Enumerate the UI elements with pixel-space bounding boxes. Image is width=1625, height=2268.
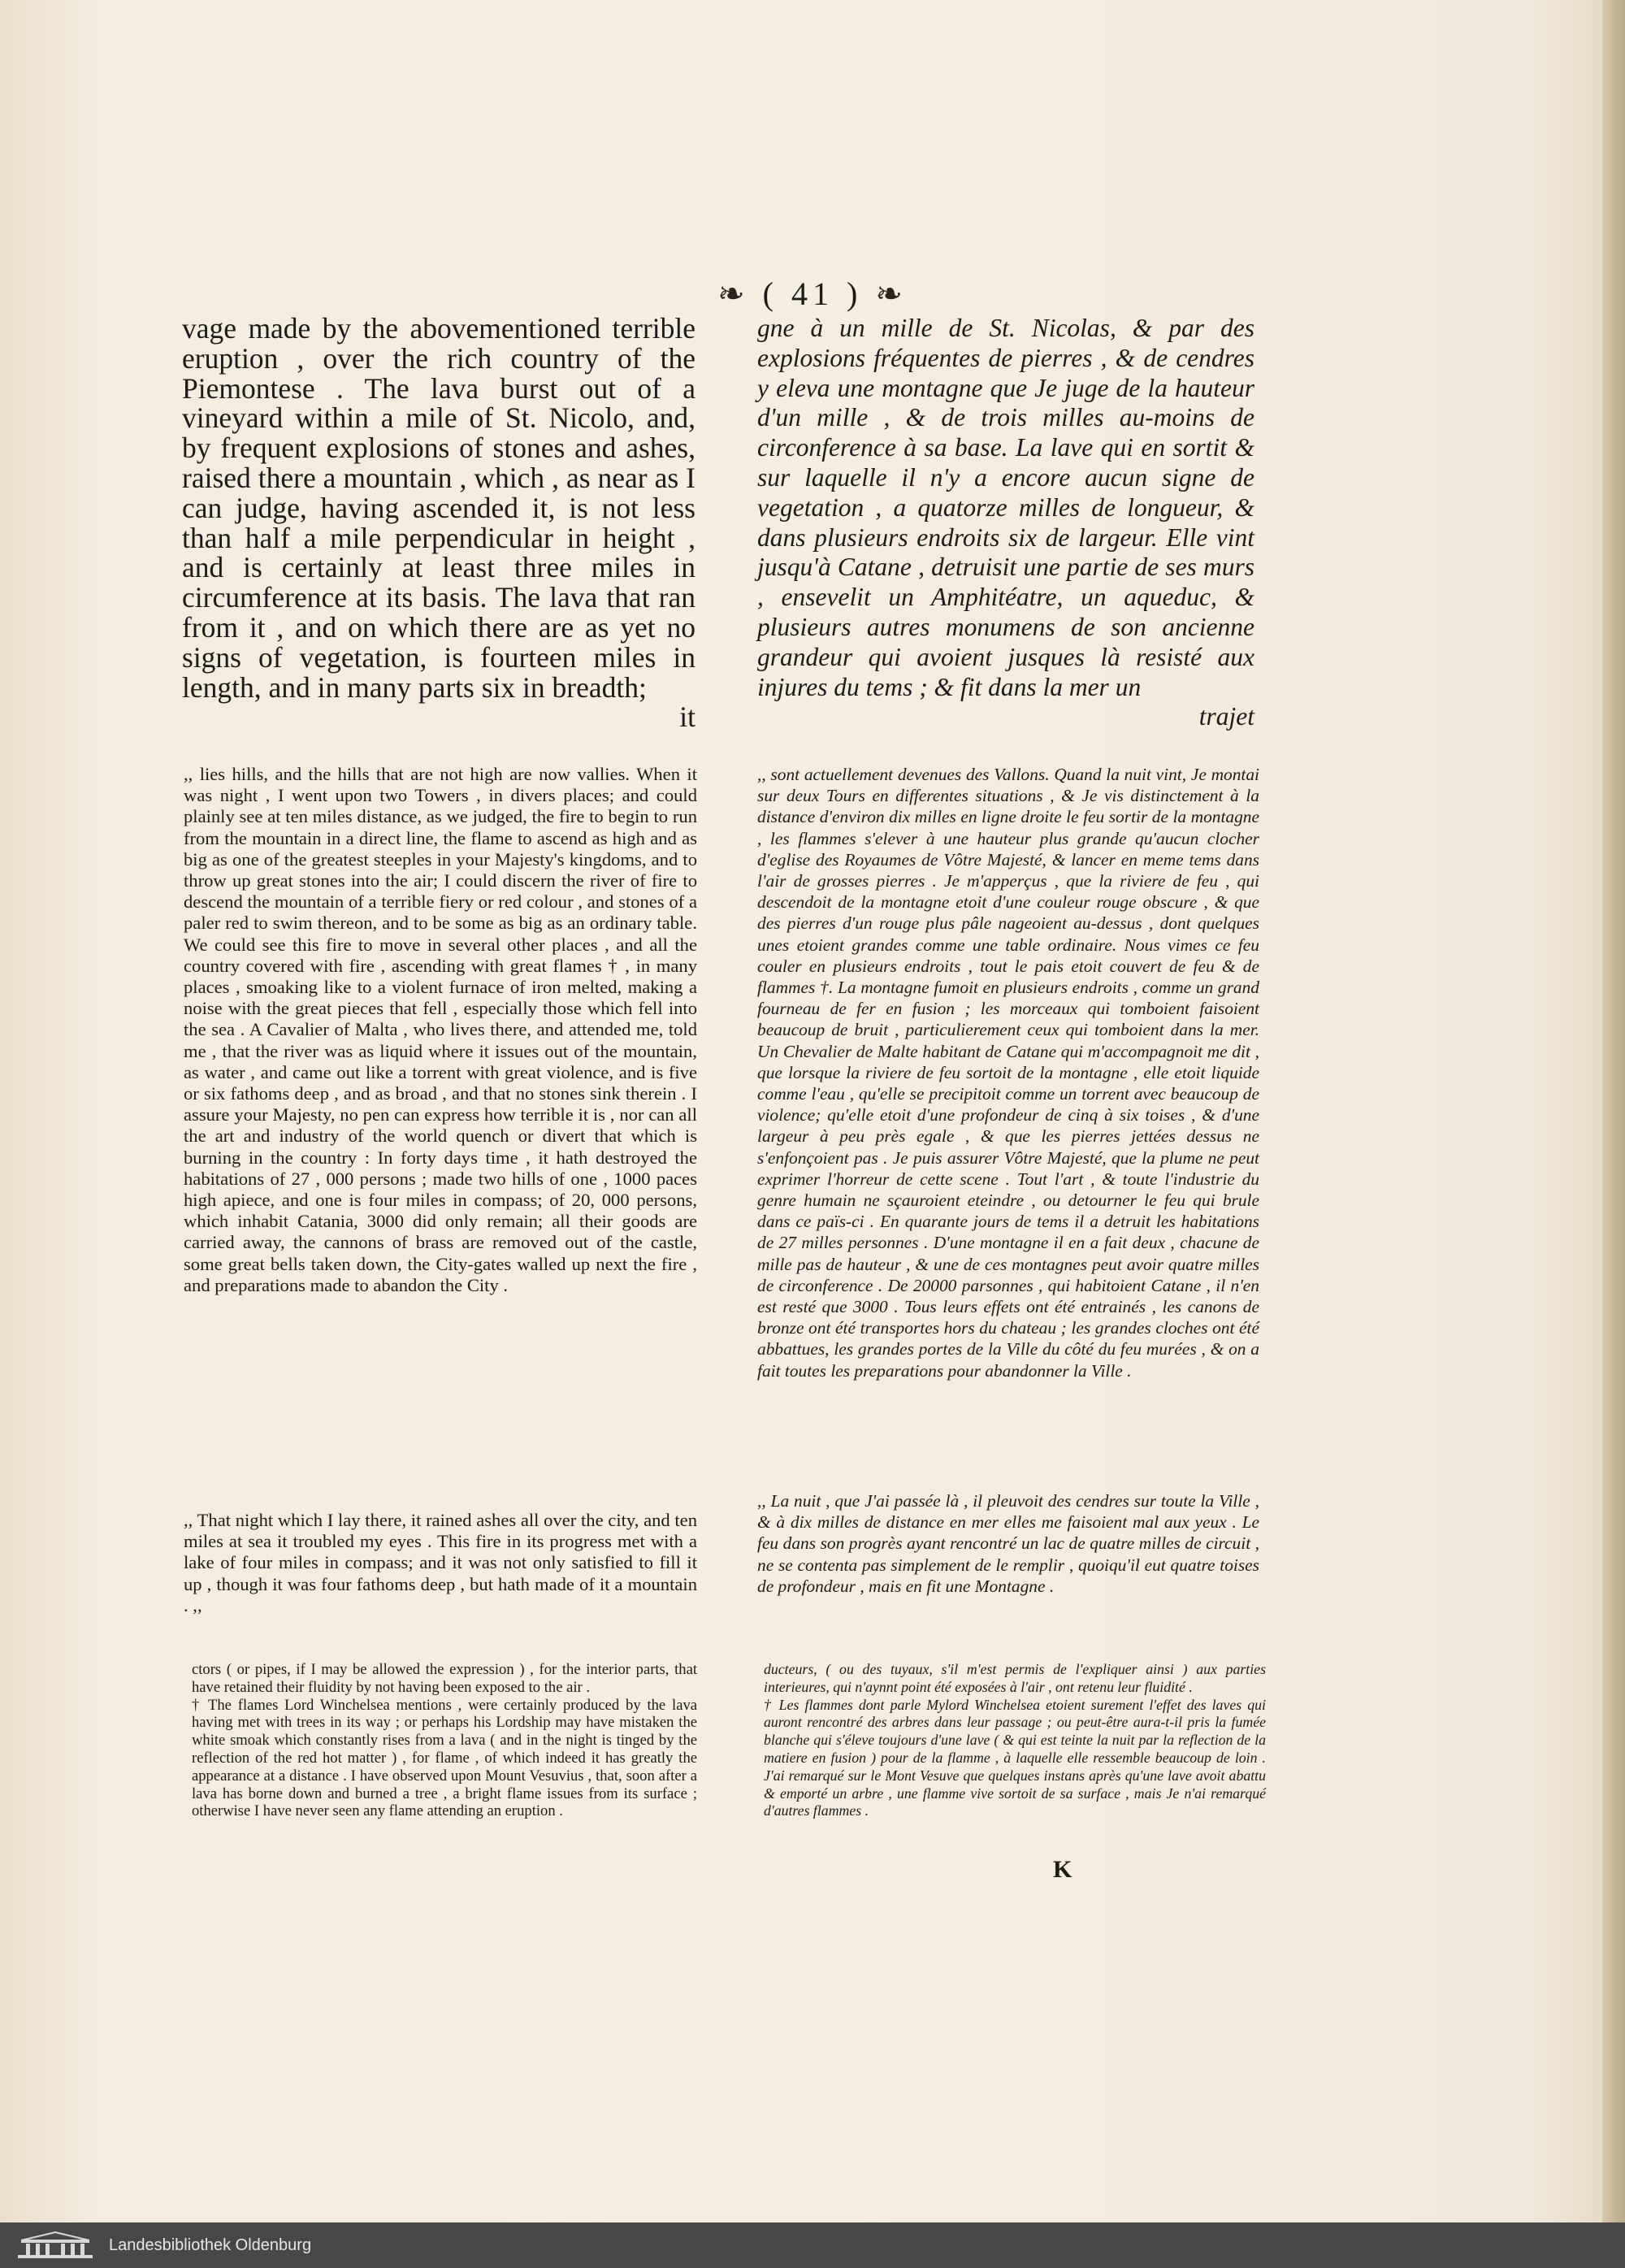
english-quote-column — [184, 764, 697, 1296]
ornament-left-icon: ❧ — [717, 275, 750, 312]
page-number: ( 41 ) — [762, 275, 863, 312]
signature-mark: K — [1053, 1856, 1072, 1883]
english-quote-paragraph-2: ,, That night which I lay there, it rained ashes all over the city, and ten miles at sea it troubled my eyes . This fire in its progress met with a lake of four miles in compass; and it was not only satisfied to fill it up , though it was four fathoms deep , but hath made of it a mountain . ,, — [184, 1510, 697, 1615]
french-quote-column-2 — [757, 1490, 1259, 1597]
french-footnote-1: ducteurs, ( ou des tuyaux, s'il m'est permis de l'expliquer ainsi ) aux parties interieures, qui n'aynnt point été exposées à l'air , ont retenu leur fluidité . — [764, 1661, 1266, 1695]
english-quote-paragraph: ,, lies hills, and the hills that are not high are now vallies. When it was night , I went upon two Towers , in divers places; and could plainly see at ten miles distance, as we judged, the fire to begin to run from the mountain in a direct line, the flame to ascend as high and as big as one of the greatest steeples in your Majesty's kingdoms, and to throw up great stones into the air; I could discern the river of fire to descend the mountain of a terrible fiery or red colour , and stones of a paler red to swim thereon, and to be some as big as an ordinary table. We could see this fire to move in several other places , and all the country covered with fire , ascending with great flames † , in many places , smoaking like to a violent furnace of iron melted, making a noise with the great pieces that fell , especially those which fell into the sea . A Cavalier of Malta , who lives there, and attended me, told me , that the river was as liquid where it issues out of the mountain, as water , and came out like a torrent with great violence, and is five or six fathoms deep , and as broad , and that no stones sink therein . I assure your Majesty, no pen can express how terrible it is , nor can all the art and industry of the world quench or divert that which is burning in the country : In forty days time , it hath destroyed the habitations of 27 , 000 persons ; made two hills of one , 1000 paces high apiece, and one is four miles in compass; of 20, 000 persons, which inhabit Catania, 3000 did only remain; all their goods are carried away, the cannons of brass are removed out of the castle, some great bells taken down, the City-gates walled up next the fire , and preparations made to abandon the City . — [184, 764, 697, 1295]
french-footnotes — [764, 1661, 1266, 1820]
french-footnote-2: † Les flammes dont parle Mylord Winchelsea etoient surement l'effet des laves qui auront rencontré des arbres dans leur passage ; ou peut-être aura-t-il pris la fumée blanche qui s'éleve toujours d'une lave ( & qui est teinte la nuit par la reflection de la matiere en fusion ) pour de la flamme , à laquelle elle ressemble beaucoup de loin . J'ai remarqué sur le Mont Vesuve que quelques instans après qu'une lave avoit abattu & emporté un arbre , une flamme vive sortoit de sa surface , mais Je n'ai remarqué d'autres flammes . — [764, 1696, 1266, 1819]
english-main-column — [182, 314, 696, 732]
french-main-text: gne à un mille de St. Nicolas, & par des explosions fréquentes de pierres , & de cendres y eleva une montagne que Je juge de la hauteur d'un mille , & de trois milles au-moins de circonference à sa base. La lave qui en sortit & sur laquelle il n'y a encore aucun signe de vegetation , a quatorze milles de longueur, & dans plusieurs endroits six de largeur. Elle vint jusqu'à Catane , detruisit une partie de ses murs , ensevelit un Amphitéatre, un aqueduc, & plusieurs autres monumens de son ancienne grandeur qui avoient jusques là resisté aux injures du tems ; & fit dans la mer un — [757, 314, 1254, 701]
english-main-text: vage made by the abovementioned terrible eruption , over the rich country of the Piemontese . The lava burst out of a vineyard within a mile of St. Nicolo, and, by frequent explosions of stones and ashes, raised there a mountain , which , as near as I can judge, having ascended it, is not less than half a mile perpendicular in height , and is certainly at least three miles in circumference at its basis. The lava that ran from it , and on which there are as yet no signs of vegetation, is fourteen miles in length, and in many parts six in breadth; — [182, 312, 696, 704]
english-footnotes — [192, 1661, 697, 1820]
french-quote-paragraph-2: ,, La nuit , que J'ai passée là , il pleuvoit des cendres sur toute la Ville , & à dix milles de distance en mer elles me faisoient mal aux yeux . Le feu dans son progrès ayant rencontré un lac de quatre milles de circuit , ne se contenta pas simplement de le remplir , quoiqu'il eut quatre toises de profondeur , mais en fit une Montagne . — [757, 1491, 1259, 1596]
french-quote-paragraph: ,, sont actuellement devenues des Vallons. Quand la nuit vint, Je montai sur deux Tours en differentes situations , & Je vis distinctement à la distance d'environ dix milles en ligne droite le feu sortir de la montagne , les flammes s'elever à une hauteur plus grande qu'aucun clocher d'eglise des Royaumes de Vôtre Majesté, & lancer en meme tems dans l'air de grosses pierres . Je m'apperçus , que la riviere de feu , qui descendoit de la montagne etoit d'une couleur rouge obscure , & que des pierres d'un rouge plus pâle nageoient au-dessus , dont quelques unes etoient grandes comme une table ordinaire. Nous vimes ce feu couler en plusieurs endroits , tout le pais etoit couvert de feu & de flammes †. La montagne fumoit en plusieurs endroits , comme un grand fourneau de fer en fusion ; les morceaux qui tomboient faisoient beaucoup de bruit , particulierement ceux qui tomboient dans la mer. Un Chevalier de Malte habitant de Catane qui m'accompagnoit me dit , que lorsque la riviere de feu sortoit de la montagne , elle etoit liquide comme l'eau , qu'elle se precipitoit comme un torrent avec beaucoup de violence; qu'elle etoit d'une profondeur de cinq à six toises , & d'une largeur à peu près egale , & que les pierres jettées dessus ne s'enfonçoient pas . Je puis assurer Vôtre Majesté, que la plume ne peut exprimer l'horreur de cette scene . Tout l'art , & toute l'industrie du genre humain ne sçauroient eteindre , ou detourner le feu qui brule dans ce païs-ci . En quarante jours de tems il a detruit les habitations de 27 milles personnes . D'une montagne il en a fait deux , chacune de mille pas de hauteur , & une de ces montagnes peut avoir quatre milles de circonference . De 20000 parsonnes , qui habitoient Catane , il n'en est resté que 3000 . Tous leurs effets ont été entrainés , les canons de bronze ont été transportes hors du chateau ; les grandes cloches ont été abbattues, les grandes portes de la Ville du côté du feu murées , & on a fait toutes les preparations pour abandonner la Ville . — [757, 765, 1259, 1381]
library-name[interactable]: Landesbibliothek Oldenburg — [109, 2236, 312, 2254]
english-quote-column-2 — [184, 1510, 697, 1616]
french-catchword: trajet — [1198, 702, 1254, 731]
french-quote-column — [757, 764, 1259, 1381]
english-footnote-2: † The flames Lord Winchelsea mentions , were certainly produced by the lava having met with trees in its way ; or perhaps his Lordship may have mistaken the white smoak which constantly rises from a lava ( and in the night is tinged by the reflection of the red hot matter ) , for flame , of which indeed it has greatly the appearance at a distance . I have observed upon Mount Vesuvius , that, soon after a lava has borne down and burned a tree , a bright flame issues from its surface ; otherwise I have never seen any flame attending an eruption . — [192, 1696, 697, 1820]
french-main-column — [757, 314, 1254, 732]
english-footnote-1: ctors ( or pipes, if I may be allowed the expression ) , for the interior parts, that have retained their fluidity by not having been exposed to the air . — [192, 1661, 697, 1696]
library-building-icon — [16, 2231, 94, 2260]
ornament-right-icon: ❧ — [875, 275, 908, 312]
page-header — [0, 275, 1625, 313]
english-catchword: it — [679, 700, 696, 734]
page-edge — [1602, 0, 1625, 2268]
